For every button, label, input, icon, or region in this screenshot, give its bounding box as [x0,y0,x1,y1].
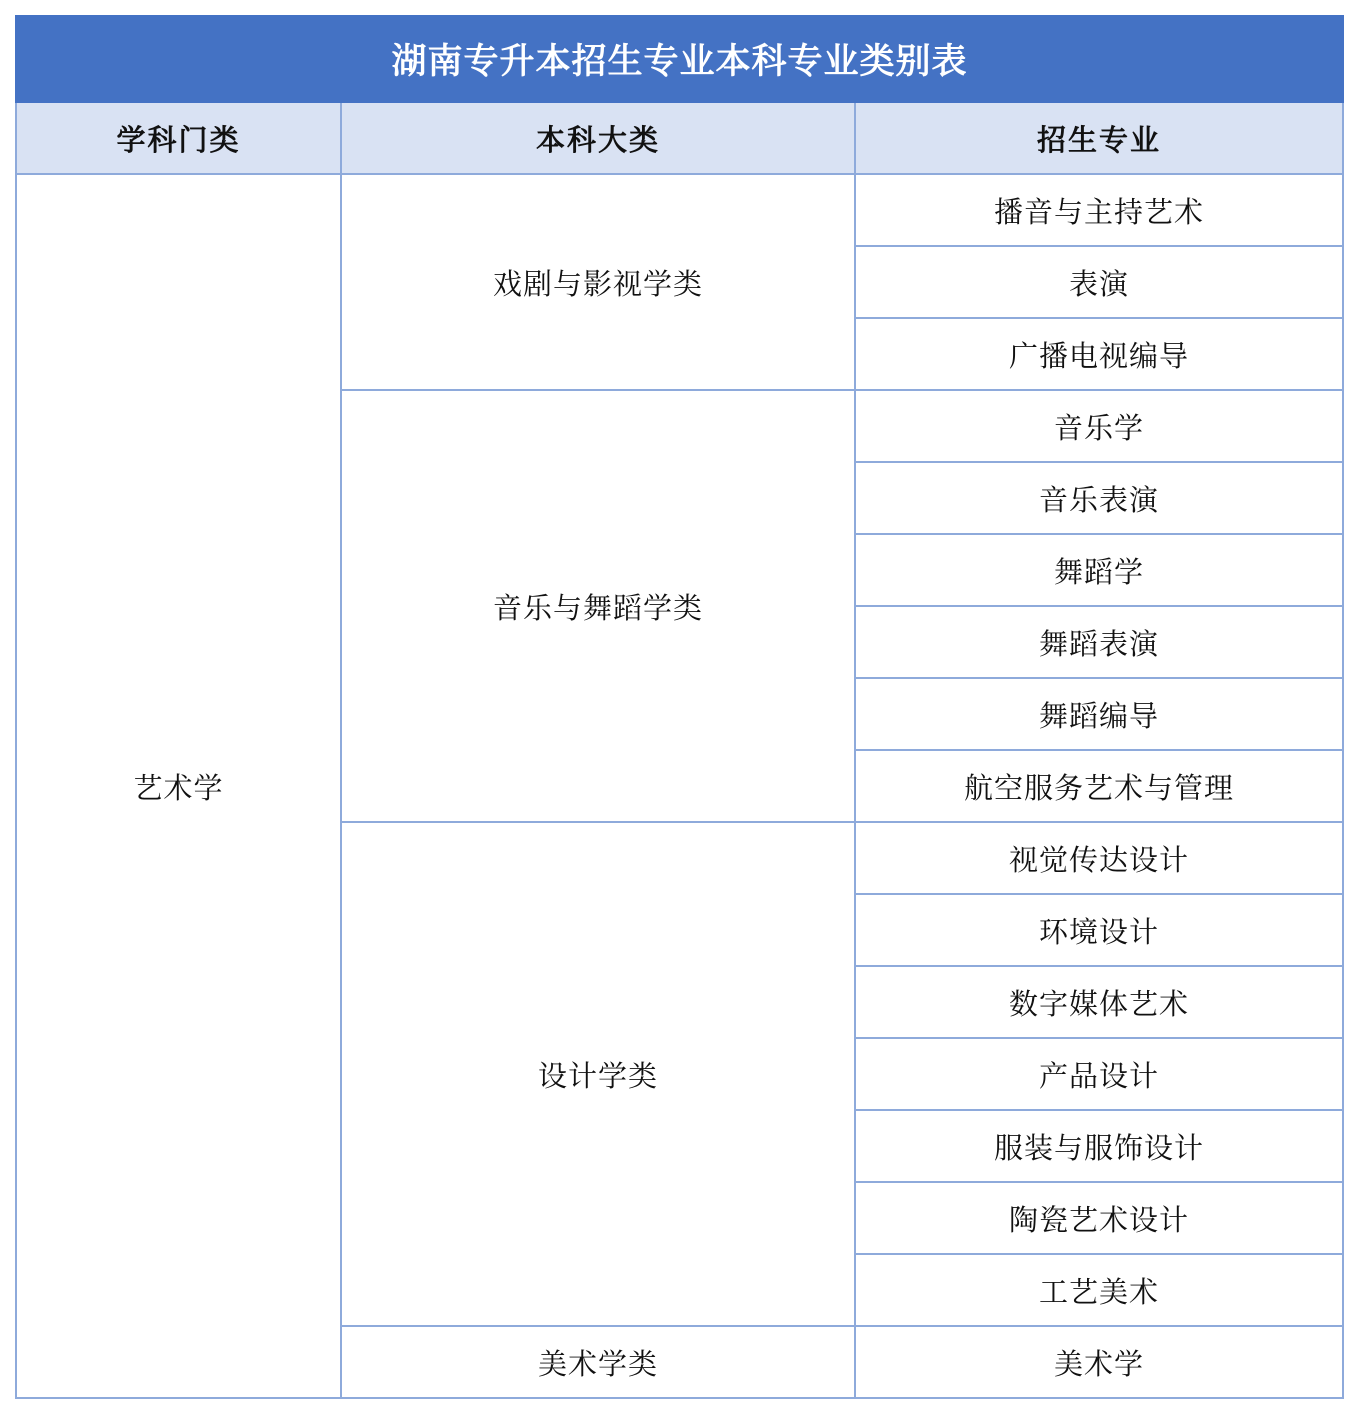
header-row [16,102,1343,174]
major-cell: 数字媒体艺术 [855,966,1343,1038]
major-cell: 产品设计 [855,1038,1343,1110]
major-cell: 陶瓷艺术设计 [855,1182,1343,1254]
header-discipline: 学科门类 [16,102,341,174]
major-cell: 播音与主持艺术 [855,174,1343,246]
category-table [15,15,1344,1399]
category-cell: 音乐与舞蹈学类 [341,390,855,822]
major-cell: 广播电视编导 [855,318,1343,390]
header-category: 本科大类 [341,102,855,174]
major-cell: 航空服务艺术与管理 [855,750,1343,822]
header-major: 招生专业 [855,102,1343,174]
major-cell: 表演 [855,246,1343,318]
major-cell: 音乐学 [855,390,1343,462]
major-cell: 舞蹈学 [855,534,1343,606]
major-cell: 舞蹈编导 [855,678,1343,750]
category-cell: 美术学类 [341,1326,855,1398]
major-cell: 舞蹈表演 [855,606,1343,678]
major-cell: 视觉传达设计 [855,822,1343,894]
category-cell: 设计学类 [341,822,855,1326]
table-row [16,174,1343,246]
category-cell: 戏剧与影视学类 [341,174,855,390]
table-body [16,174,1343,1398]
major-cell: 服装与服饰设计 [855,1110,1343,1182]
category-table-container [15,15,1342,1399]
major-cell: 工艺美术 [855,1254,1343,1326]
discipline-cell: 艺术学 [16,174,341,1398]
table-title: 湖南专升本招生专业本科专业类别表 [16,16,1343,102]
major-cell: 美术学 [855,1326,1343,1398]
title-row [16,16,1343,102]
major-cell: 环境设计 [855,894,1343,966]
major-cell: 音乐表演 [855,462,1343,534]
